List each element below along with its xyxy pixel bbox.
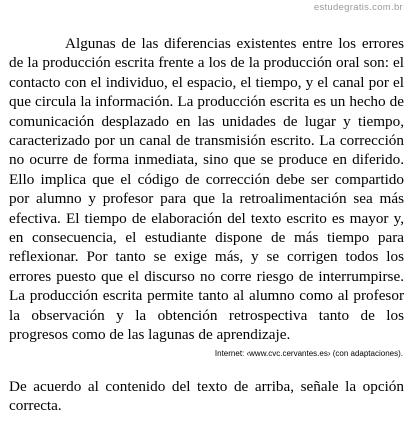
reading-passage: [9, 34, 404, 345]
question-prompt: De acuerdo al contenido del texto de arriba, señale la opción correcta.: [9, 378, 404, 415]
source-citation: Internet: ‹www.cvc.cervantes.es› (con adaptaciones).: [214, 349, 403, 358]
site-watermark: estudegratis.com.br: [313, 2, 403, 13]
passage-text: Algunas de las diferencias existentes entre los errores de la producción escrita frente a los de la producción oral son: el contacto con el individuo, el espacio, el tiempo, y el canal por el que circula la información. La producción escrita es un hecho de comunicación desplazado en las unidades de lugar y tiempo, caracterizado por un canal de transmisión escrito. La corrección no ocurre de forma inmediata, sino que se produce en diferido. Ello implica que el código de corrección debe ser compartido por alumno y profesor para que la retroalimentación sea más efectiva. El tiempo de elaboración del texto escrito es mayor y, en consecuencia, el estudiante dispone de más tiempo para reflexionar. Por tanto se exige más, y se corrigen todos los errores puesto que el discurso no corre riesgo de interrumpirse. La producción escrita permite tanto al alumno como al profesor la observación y la obtención retrospectiva tanto de los progresos como de las lagunas de aprendizaje.: [9, 35, 404, 344]
